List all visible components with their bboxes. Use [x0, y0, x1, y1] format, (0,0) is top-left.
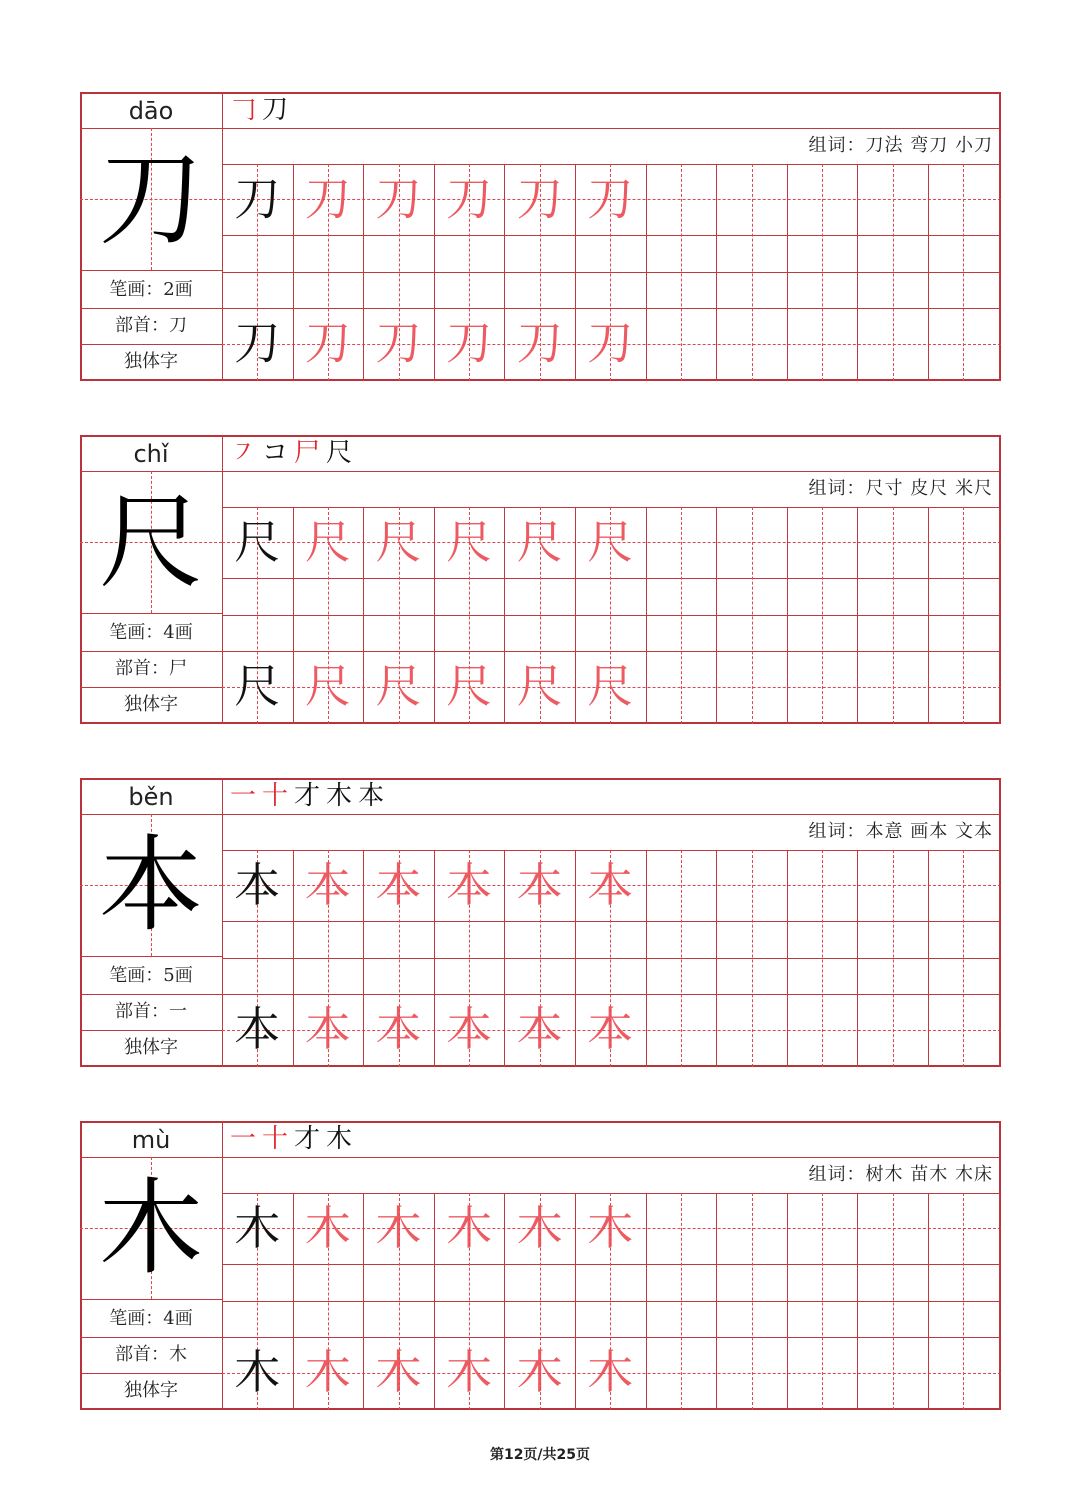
stroke-order: [230, 1121, 352, 1157]
trace-character: 本: [446, 1002, 493, 1056]
divider: [787, 1193, 788, 1410]
character-card: [80, 92, 1001, 381]
trace-character: 尺: [446, 515, 493, 569]
word-examples: 组词：刀法 弯刀 小刀: [808, 135, 993, 156]
guide-line: [681, 164, 682, 381]
word-examples: 组词：本意 画本 文本: [808, 821, 993, 842]
radical: 部首：刀: [115, 315, 187, 336]
divider: [999, 1193, 1000, 1410]
divider: [928, 1193, 929, 1410]
stroke-step: 木: [326, 1124, 353, 1154]
divider: [222, 1264, 1001, 1265]
model-character: 刀: [234, 316, 281, 370]
trace-character: 尺: [587, 515, 634, 569]
divider: [646, 1193, 647, 1410]
character-card: [80, 778, 1001, 1067]
divider: [928, 507, 929, 724]
stroke-count: 笔画：4画: [109, 622, 193, 643]
divider: [222, 235, 1001, 236]
divider: [787, 164, 788, 381]
divider: [857, 1193, 858, 1410]
trace-character: 尺: [375, 659, 422, 713]
model-character: 木: [234, 1201, 281, 1255]
character-card: [80, 1121, 1001, 1410]
trace-character: 刀: [587, 172, 634, 226]
trace-character: 刀: [516, 172, 563, 226]
trace-character: 木: [446, 1345, 493, 1399]
divider: [646, 850, 647, 1067]
divider: [222, 578, 1001, 579]
character-card: [80, 435, 1001, 724]
stroke-step: 本: [358, 781, 385, 811]
stroke-step: 尺: [326, 438, 353, 468]
stroke-step: 刀: [262, 95, 289, 125]
trace-character: 尺: [304, 659, 351, 713]
model-character: 刀: [234, 172, 281, 226]
guide-line: [681, 507, 682, 724]
divider: [857, 507, 858, 724]
divider: [857, 850, 858, 1067]
trace-character: 本: [516, 858, 563, 912]
trace-character: 木: [516, 1345, 563, 1399]
trace-character: 刀: [516, 316, 563, 370]
model-character: 本: [234, 858, 281, 912]
guide-line: [963, 507, 964, 724]
divider: [80, 270, 222, 271]
divider: [928, 850, 929, 1067]
pinyin: mù: [131, 1126, 171, 1154]
divider: [222, 921, 1001, 922]
divider: [222, 272, 1001, 273]
stroke-order: [230, 778, 384, 814]
pinyin: chǐ: [133, 440, 169, 468]
stroke-step: ㇇: [230, 438, 257, 468]
guide-line: [963, 1193, 964, 1410]
trace-character: 本: [587, 1002, 634, 1056]
divider: [787, 850, 788, 1067]
page-footer: 第12页/共25页: [489, 1447, 591, 1463]
main-character: 刀: [98, 138, 203, 260]
pinyin: dāo: [128, 97, 174, 125]
guide-line: [752, 850, 753, 1067]
structure-type: 独体字: [124, 1380, 178, 1401]
trace-character: 本: [304, 858, 351, 912]
trace-character: 尺: [446, 659, 493, 713]
guide-line: [822, 1193, 823, 1410]
trace-character: 本: [587, 858, 634, 912]
stroke-step: 木: [326, 781, 353, 811]
divider: [716, 507, 717, 724]
divider: [80, 956, 222, 957]
trace-character: 木: [375, 1345, 422, 1399]
guide-line: [893, 1193, 894, 1410]
stroke-step: 尸: [294, 438, 321, 468]
trace-character: 刀: [587, 316, 634, 370]
divider: [716, 164, 717, 381]
stroke-step: 十: [262, 781, 289, 811]
divider: [222, 615, 1001, 616]
divider: [716, 850, 717, 1067]
model-character: 尺: [234, 515, 281, 569]
pinyin: běn: [128, 783, 174, 811]
divider: [716, 1193, 717, 1410]
guide-line: [752, 1193, 753, 1410]
trace-character: 木: [304, 1201, 351, 1255]
divider: [787, 507, 788, 724]
divider: [646, 164, 647, 381]
trace-character: 尺: [304, 515, 351, 569]
guide-line: [822, 164, 823, 381]
trace-character: 木: [304, 1345, 351, 1399]
trace-character: 刀: [446, 172, 493, 226]
trace-character: 尺: [516, 659, 563, 713]
stroke-step: 一: [230, 781, 257, 811]
model-character: 本: [234, 1002, 281, 1056]
main-character: 木: [98, 1167, 203, 1289]
trace-character: 刀: [375, 172, 422, 226]
stroke-order: [230, 435, 352, 471]
guide-line: [681, 850, 682, 1067]
guide-line: [893, 507, 894, 724]
guide-line: [963, 850, 964, 1067]
model-character: 木: [234, 1345, 281, 1399]
trace-character: 尺: [587, 659, 634, 713]
radical: 部首：尸: [115, 658, 187, 679]
guide-line: [893, 164, 894, 381]
radical: 部首：木: [115, 1344, 187, 1365]
radical: 部首：一: [115, 1001, 187, 1022]
trace-character: 本: [375, 1002, 422, 1056]
trace-character: 本: [375, 858, 422, 912]
trace-character: 尺: [516, 515, 563, 569]
stroke-step: コ: [262, 438, 289, 468]
structure-type: 独体字: [124, 694, 178, 715]
trace-character: 木: [375, 1201, 422, 1255]
trace-character: 刀: [375, 316, 422, 370]
divider: [999, 850, 1000, 1067]
trace-character: 木: [516, 1201, 563, 1255]
divider: [222, 1301, 1001, 1302]
stroke-count: 笔画：4画: [109, 1308, 193, 1329]
stroke-step: 才: [294, 781, 321, 811]
divider: [646, 507, 647, 724]
main-character: 尺: [98, 481, 203, 603]
guide-line: [893, 850, 894, 1067]
structure-type: 独体字: [124, 351, 178, 372]
word-examples: 组词：树木 苗木 木床: [808, 1164, 993, 1185]
guide-line: [681, 1193, 682, 1410]
divider: [999, 164, 1000, 381]
divider: [857, 164, 858, 381]
divider: [928, 164, 929, 381]
stroke-count: 笔画：2画: [109, 279, 193, 300]
guide-line: [752, 164, 753, 381]
main-character: 本: [98, 824, 203, 946]
stroke-step: 一: [230, 1124, 257, 1154]
guide-line: [822, 850, 823, 1067]
word-examples: 组词：尺寸 皮尺 米尺: [808, 478, 993, 499]
divider: [80, 1299, 222, 1300]
guide-line: [822, 507, 823, 724]
trace-character: 木: [587, 1345, 634, 1399]
trace-character: 本: [304, 1002, 351, 1056]
trace-character: 刀: [304, 172, 351, 226]
structure-type: 独体字: [124, 1037, 178, 1058]
trace-character: 刀: [304, 316, 351, 370]
stroke-order: [230, 92, 288, 128]
divider: [80, 613, 222, 614]
stroke-step: 𠃌: [230, 95, 257, 125]
guide-line: [963, 164, 964, 381]
trace-character: 尺: [375, 515, 422, 569]
trace-character: 刀: [446, 316, 493, 370]
trace-character: 木: [587, 1201, 634, 1255]
stroke-count: 笔画：5画: [109, 965, 193, 986]
guide-line: [752, 507, 753, 724]
stroke-step: 才: [294, 1124, 321, 1154]
divider: [999, 507, 1000, 724]
trace-character: 本: [446, 858, 493, 912]
trace-character: 木: [446, 1201, 493, 1255]
trace-character: 本: [516, 1002, 563, 1056]
model-character: 尺: [234, 659, 281, 713]
stroke-step: 十: [262, 1124, 289, 1154]
divider: [222, 958, 1001, 959]
